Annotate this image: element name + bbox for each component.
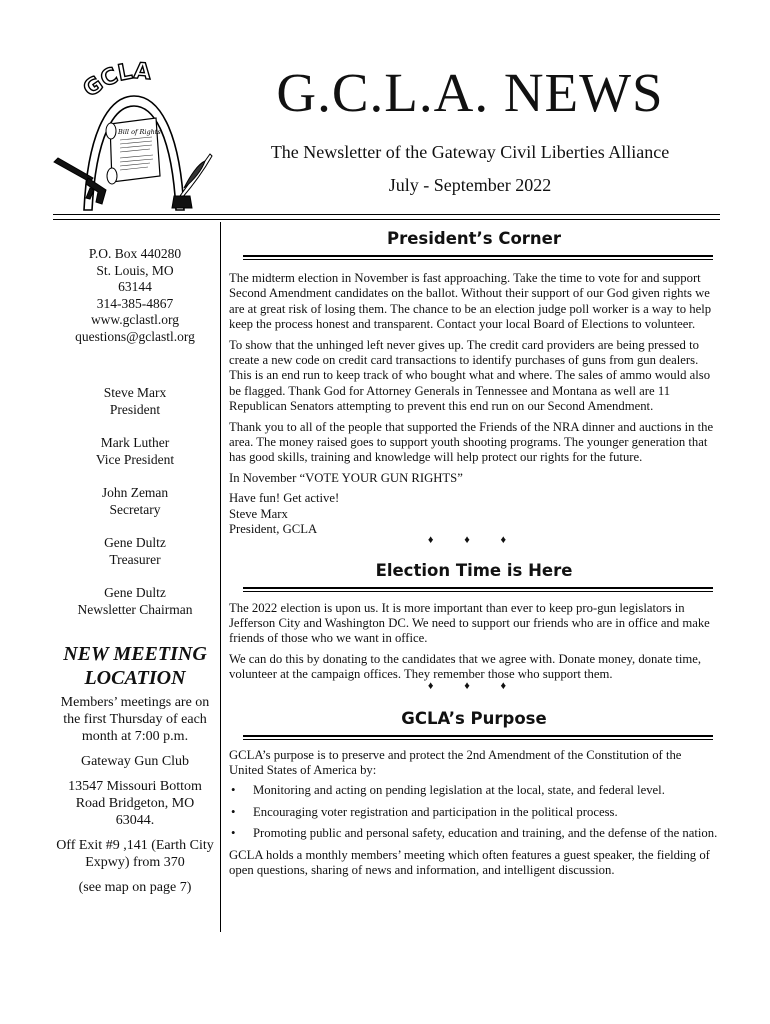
purpose-heading: GCLA’s Purpose [401, 708, 547, 728]
svg-text:Bill of Rights: Bill of Rights [118, 128, 161, 136]
map-note: (see map on page 7) [78, 880, 192, 895]
election-heading: Election Time is Here [375, 560, 573, 580]
purpose-item: • Monitoring and acting on pending legislation at the local, state, and federal level. [229, 783, 719, 798]
pc-paragraph-1: The midterm election in November is fast approaching. Take the time to vote for and support Second Amendment candidates on the ballot. Without their support of our God given rights we are at great risk of losing them. The chance to be an election judge poll worker is a way to help keep the process honest and transparent. Contact your local Board of Elections to volunteer. [229, 271, 712, 332]
city-state: St. Louis, MO [96, 262, 174, 278]
contact-info [55, 246, 215, 345]
zip-code: 63144 [118, 279, 152, 294]
purpose-section [229, 708, 719, 879]
header-rule-bottom [53, 219, 720, 220]
meeting-directions: Off Exit #9 ,141 (Earth City Expwy) from 370 [56, 838, 214, 870]
main-column [229, 228, 719, 883]
officer-treasurer: Gene Dultz Treasurer [104, 535, 166, 567]
section-separator: ♦ ♦ ♦ [427, 533, 521, 546]
meeting-address: 13547 Missouri Bottom Road Bridgeton, MO 63044. [68, 779, 202, 828]
meeting-venue: Gateway Gun Club [80, 754, 190, 769]
pc-paragraph-3: Thank you to all of the people that supported the Friends of the NRA dinner and auctions in the area. The money raised goes to support youth shooting programs. The younger generation that has good skills, training and knowledge will help protect our rights for the future. [229, 419, 714, 465]
pc-paragraph-2: To show that the unhinged left never gives up. The credit card providers are being pressed to create a new code on credit card transactions to identify purchases of guns from gun dealers. This is an end run to keep track of who bought what and where. The sales of ammo would also be flagged. Thank God for Attorney Generals in Tennessee and Montana as well are 11 Republican Senators attempting to prevent this end run on our Second Amendment. [229, 337, 711, 414]
purpose-closing: GCLA holds a monthly members’ meeting which often features a guest speaker, the fielding of open questions, sharing of news and information, and intelligent discussion. [229, 847, 710, 877]
purpose-item: • Encouraging voter registration and participation in the political process. [229, 805, 719, 820]
po-box: P.O. Box 440280 [88, 246, 182, 261]
purpose-item: • Promoting public and personal safety, education and training, and the defense of the nation. [229, 826, 719, 841]
website-link[interactable]: www.gclastl.org [90, 312, 180, 327]
sidebar [55, 246, 215, 895]
issue-date: July - September 2022 [388, 175, 552, 195]
election-paragraph-2: We can do this by donating to the candidates that we agree with. Donate money, donate time, volunteer at the campaign offices. They remember those who support them. [229, 651, 702, 682]
presidents-corner-heading: President’s Corner [386, 229, 562, 248]
newsletter-title: G.C.L.A. NEWS [276, 62, 664, 123]
purpose-intro: GCLA’s purpose is to preserve and protect the 2nd Amendment of the Constitution of the United States of America by: [229, 747, 682, 777]
pc-signoff: Have fun! Get active! Steve Marx President, GCLA [229, 491, 340, 537]
rifle-icon [54, 158, 106, 204]
officer-secretary: John Zeman Secretary [101, 485, 169, 517]
meeting-schedule: Members’ meetings are on the first Thursday of each month at 7:00 p.m. [60, 695, 210, 744]
phone-number: 314-385-4867 [96, 295, 174, 311]
officer-president: Steve Marx President [103, 385, 167, 417]
masthead [230, 58, 710, 196]
officer-vice-president: Mark Luther Vice President [95, 435, 175, 467]
column-divider [220, 222, 221, 932]
gcla-logo [50, 58, 218, 214]
newsletter-subtitle: The Newsletter of the Gateway Civil Liberties Alliance [270, 142, 670, 162]
election-section [229, 560, 719, 692]
logo-text: GCLA [78, 58, 152, 103]
pc-paragraph-4: In November “VOTE YOUR GUN RIGHTS” [229, 470, 463, 485]
section-separator: ♦ ♦ ♦ [427, 679, 521, 692]
email-link[interactable]: questions@gclastl.org [75, 328, 195, 344]
bill-of-rights-scroll-icon [106, 118, 161, 184]
header-rule-top [53, 214, 720, 215]
new-meeting-location [55, 642, 215, 904]
election-paragraph-1: The 2022 election is upon us. It is more important than ever to keep pro-gun legislators in Jefferson City and Washington DC. We need to support our friends who are in office and make friends of those who we want in office. [229, 600, 710, 646]
presidents-corner-section [229, 228, 719, 546]
purpose-list [229, 783, 719, 841]
officer-newsletter-chairman: Gene Dultz Newsletter Chairman [77, 585, 193, 617]
new-meeting-title: NEW MEETING LOCATION [63, 643, 207, 689]
